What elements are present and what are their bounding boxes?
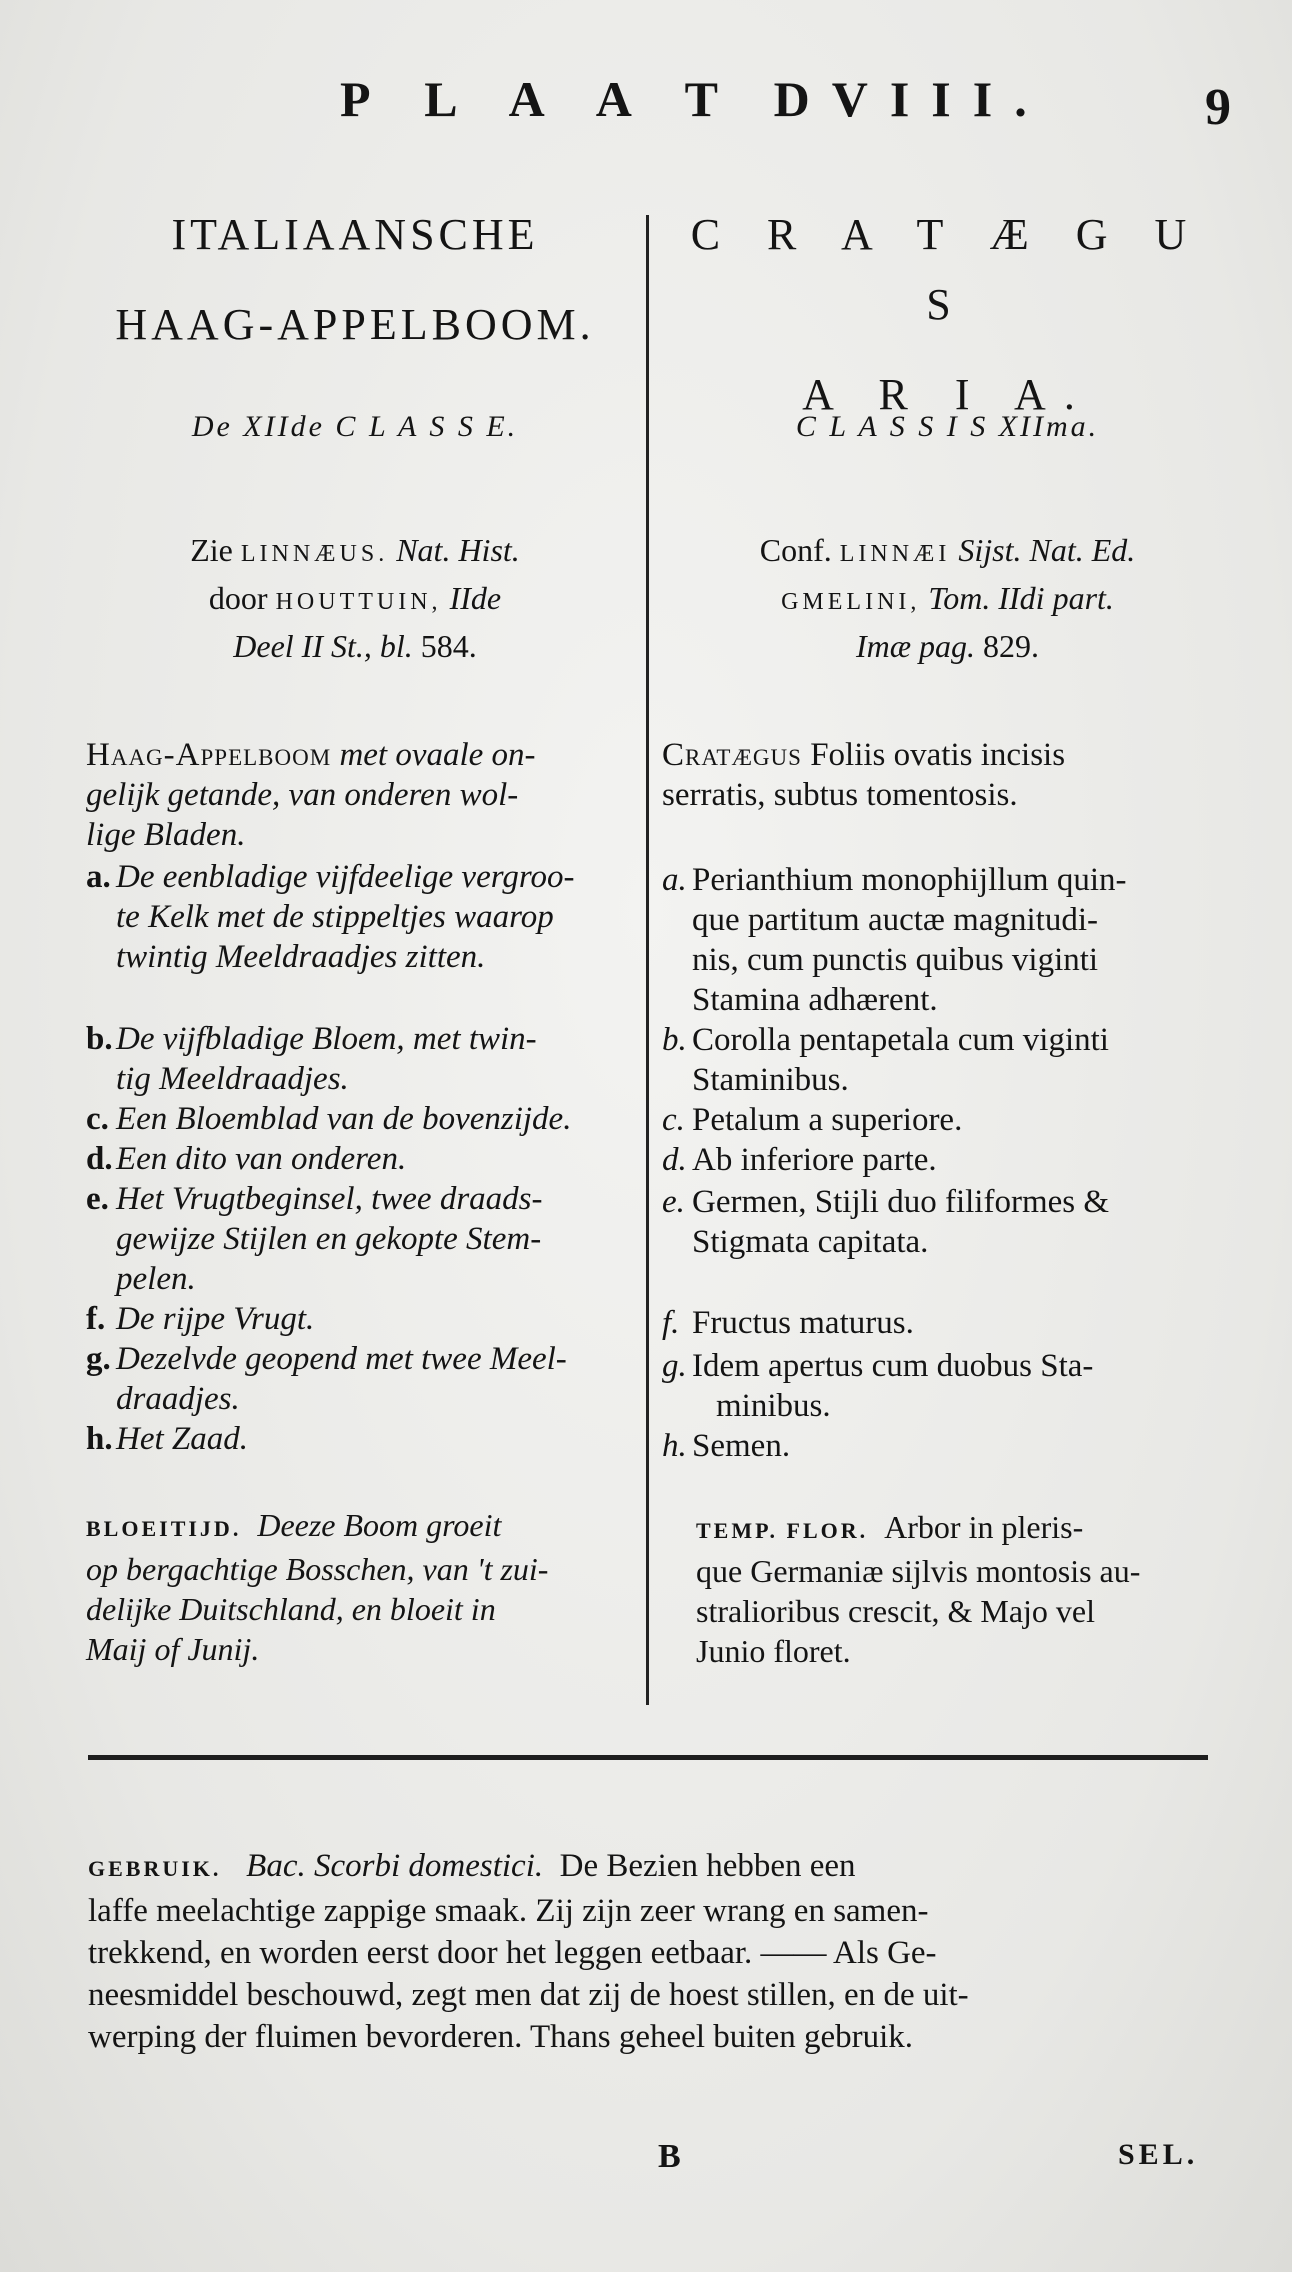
item-letter: e. [662,1184,685,1220]
latin-class-heading: C L A S S I S XIIma. [795,410,1100,443]
item-letter: f. [662,1305,680,1341]
item-text: minibus. [716,1388,831,1424]
ref-work: Tom. IIdi part. [928,580,1114,616]
usage-text: werping der fluimen bevorderen. Thans geheel buiten gebruik. [88,2019,914,2055]
latin-item-h [662,1426,1232,1466]
flower-label: TEMP. FLOR. [696,1518,869,1543]
latin-title [660,200,1235,430]
item-text: que partitum auctæ magnitudi- [692,902,1098,938]
dutch-item-b [86,1019,646,1097]
flower-text: que Germaniæ sijlvis montosis au- [696,1553,1141,1589]
dutch-description [86,735,646,855]
item-text: Semen. [692,1428,791,1464]
item-letter: c. [662,1102,685,1138]
usage-text: neesmiddel beschouwd, zegt men dat zij de hoest stillen, en de uit- [88,1977,969,2013]
desc-text: lige Bladen. [86,817,246,853]
item-text: Stigmata capitata. [692,1224,929,1260]
dutch-item-e [86,1179,646,1297]
item-text: De eenbladige vijfdeelige vergroo- [116,859,575,895]
ref-author: LINNÆUS. [240,541,389,567]
ref-author: GMELINI, [781,589,921,615]
item-text: twintig Meeldraadjes zitten. [116,939,486,975]
ref-page: 584. [420,628,477,664]
latin-item-b [662,1020,1232,1098]
ref-page: 829. [983,628,1040,664]
item-text: Ab inferiore parte. [692,1142,937,1178]
item-letter: d. [86,1141,113,1177]
item-letter: b. [662,1022,687,1058]
dutch-item-h [86,1419,646,1459]
item-text: gewijze Stijlen en gekopte Stem- [116,1221,542,1257]
latin-item-c [662,1100,1232,1140]
flower-label: BLOEITIJD. [86,1516,242,1541]
usage-paragraph [88,1845,1223,2058]
dutch-class-heading: De XIIde C L A S S E. [191,410,519,443]
usage-text: trekkend, en worden eerst door het leggen eetbaar. —— Als Ge- [88,1935,937,1971]
desc-lead: Cratægus [662,737,802,773]
signature-mark: B [658,2138,681,2175]
dutch-title-line2: HAAG-APPELBOOM. [115,300,595,349]
section-divider [88,1755,1208,1760]
latin-reference [660,528,1235,668]
item-text: te Kelk met de stippeltjes waarop [116,899,554,935]
latin-description [662,735,1232,815]
item-letter: h. [86,1421,113,1457]
item-text: Petalum a superiore. [692,1102,963,1138]
flower-text: op bergachtige Bosschen, van 't zui- [86,1551,549,1587]
ref-author: HOUTTUIN, [275,589,442,615]
flower-text: stralioribus crescit, & Majo vel [696,1593,1096,1629]
item-letter: a. [662,862,687,898]
desc-text: met ovaale on- [339,737,536,773]
dutch-title [60,200,650,360]
usage-latin: Bac. Scorbi domestici. [246,1848,544,1884]
desc-text: serratis, subtus tomentosis. [662,777,1018,813]
dutch-item-g [86,1339,646,1417]
item-text: pelen. [116,1261,196,1297]
dutch-title-line1: ITALIAANSCHE [171,210,539,259]
item-text: nis, cum punctis quibus viginti [692,942,1099,978]
page-number: 9 [1205,79,1231,136]
latin-item-g [662,1346,1232,1424]
latin-item-d [662,1140,1232,1180]
ref-work: Sijst. Nat. Ed. [958,532,1136,568]
item-letter: b. [86,1021,113,1057]
usage-text: laffe meelachtige zappige smaak. Zij zijn zeer wrang en samen- [88,1893,929,1929]
latin-item-a [662,860,1232,1018]
latin-item-f [662,1303,1232,1343]
latin-title-line2: A R I A. [802,370,1093,419]
ref-word: Zie [190,532,233,568]
plate-title: P L A A T DVIII. [340,71,1049,127]
item-text: Idem apertus cum duobus Sta- [692,1348,1094,1384]
ref-work: Nat. Hist. [396,532,520,568]
ref-word: door [208,580,268,616]
latin-flowering [696,1507,1236,1671]
item-letter: g. [86,1341,111,1377]
ref-work: Deel II St., bl. [233,628,413,664]
item-text: Het Zaad. [116,1421,248,1457]
item-text: Stamina adhærent. [692,982,938,1018]
item-letter: h. [662,1428,687,1464]
latin-title-line1: C R A T Æ G U S [690,210,1205,329]
item-text: tig Meeldraadjes. [116,1061,349,1097]
item-text: Corolla pentapetala cum viginti [692,1022,1109,1058]
item-text: Een Bloemblad van de bovenzijde. [116,1101,572,1137]
dutch-item-a [86,857,646,975]
ref-word: Conf. [759,532,832,568]
latin-item-e [662,1182,1232,1260]
ref-work: IIde [449,580,502,616]
item-text: draadjes. [116,1381,240,1417]
item-letter: g. [662,1348,687,1384]
item-text: Staminibus. [692,1062,849,1098]
item-letter: a. [86,859,111,895]
usage-text: De Bezien hebben een [559,1848,856,1884]
flower-text: Maij of Junij. [86,1631,260,1667]
dutch-reference [60,528,650,668]
item-text: De rijpe Vrugt. [116,1301,315,1337]
item-text: De vijfbladige Bloem, met twin- [116,1021,537,1057]
item-text: Germen, Stijli duo filiformes & [692,1184,1110,1220]
item-letter: d. [662,1142,687,1178]
desc-lead: Haag-Appelboom [86,737,332,773]
dutch-flowering [86,1505,646,1669]
ref-work: Imæ pag. [855,628,976,664]
dutch-item-d [86,1139,646,1179]
desc-text: Foliis ovatis incisis [810,737,1066,773]
dutch-item-c [86,1099,646,1139]
flower-text: Deeze Boom groeit [257,1507,502,1543]
flower-text: delijke Duitschland, en bloeit in [86,1591,496,1627]
desc-text: gelijk getande, van onderen wol- [86,777,519,813]
item-letter: e. [86,1181,109,1217]
item-letter: f. [86,1301,106,1337]
flower-text: Arbor in pleris- [884,1509,1084,1545]
item-text: Het Vrugtbeginsel, twee draads- [116,1181,543,1217]
ref-author: LINNÆI [839,541,951,567]
item-text: Perianthium monophijllum quin- [692,862,1127,898]
item-text: Dezelvde geopend met twee Meel- [116,1341,567,1377]
item-text: Een dito van onderen. [116,1141,407,1177]
flower-text: Junio floret. [696,1633,851,1669]
item-letter: c. [86,1101,109,1137]
catchword: SEL. [1118,2138,1199,2171]
dutch-item-f [86,1299,646,1339]
item-text: Fructus maturus. [692,1305,914,1341]
column-divider [646,215,649,1705]
usage-label: GEBRUIK. [88,1856,222,1881]
